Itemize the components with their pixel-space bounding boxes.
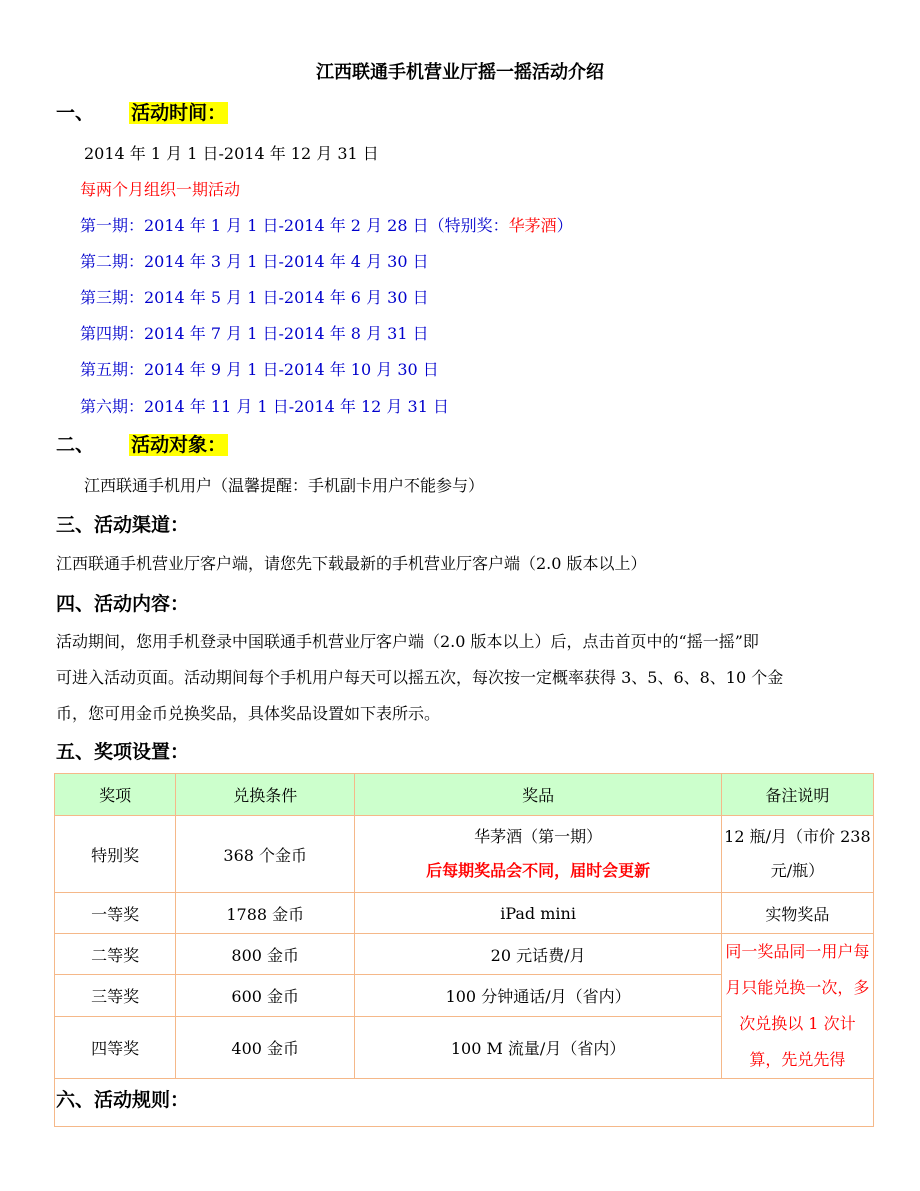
header-remark: 备注说明 [721,774,873,816]
award-name: 特别奖 [55,816,176,893]
period-6: 第六期：2014 年 11 月 1 日-2014 年 12 月 31 日 [80,397,449,416]
section-1-number: 一、 [56,102,95,124]
period-1-prize: 华茅酒 [508,216,557,235]
table-row [55,893,874,934]
section-2-label: 活动对象： [131,434,227,456]
award-cost: 400 金币 [176,1016,355,1078]
period-1-end: ） [556,216,573,235]
table-row [55,816,874,893]
period-3: 第三期：2014 年 5 月 1 日-2014 年 6 月 30 日 [80,288,429,307]
section-4-heading: 四、活动内容： [56,593,190,615]
award-name: 四等奖 [55,1016,176,1078]
channel-text: 江西联通手机营业厅客户端，请您先下载最新的手机营业厅客户端（2.0 版本以上） [56,554,647,573]
section-2-number: 二、 [56,434,95,456]
period-1 [80,213,573,236]
award-prize: 100 M 流量/月（省内） [355,1016,721,1078]
time-note: 每两个月组织一期活动 [80,180,241,199]
award-cost: 368 个金币 [176,816,355,893]
award-name: 三等奖 [55,975,176,1016]
award-cost: 800 金币 [176,934,355,975]
award-prize-note: 后每期奖品会不同，届时会更新 [426,861,651,880]
period-4: 第四期：2014 年 7 月 1 日-2014 年 8 月 31 日 [80,324,429,343]
section-1-heading [56,98,228,125]
content-line-1: 活动期间，您用手机登录中国联通手机营业厅客户端（2.0 版本以上）后，点击首页中的“摇一摇”即 [56,632,759,651]
header-award: 奖项 [55,774,176,816]
target-text: 江西联通手机用户（温馨提醒：手机副卡用户不能参与） [84,476,485,495]
page-title: 江西联通手机营业厅摇一摇活动介绍 [316,62,604,83]
section-5-heading: 五、奖项设置： [56,741,190,763]
section-2-heading [56,430,228,457]
section-3-heading: 三、活动渠道： [56,514,190,536]
award-remark: 实物奖品 [721,893,873,934]
table-row [55,934,874,975]
period-1-text: 第一期：2014 年 1 月 1 日-2014 年 2 月 28 日（特别奖： [80,216,509,235]
award-cost: 1788 金币 [176,893,355,934]
awards-table [54,773,874,1079]
header-prize: 奖品 [355,774,721,816]
period-5: 第五期：2014 年 9 月 1 日-2014 年 10 月 30 日 [80,360,439,379]
section-6-heading: 六、活动规则： [56,1089,190,1111]
shared-remark: 同一奖品同一用户每月只能兑换一次，多次兑换以 1 次计算，先兑先得 [721,934,873,1079]
section-1-label: 活动时间： [131,102,227,124]
award-prize: iPad mini [355,893,721,934]
content-line-3: 币，您可用金币兑换奖品，具体奖品设置如下表所示。 [56,704,441,723]
award-name: 一等奖 [55,893,176,934]
award-prize: 华茅酒（第一期） [474,827,603,846]
award-remark: 12 瓶/月（市价 238 元/瓶） [721,816,873,893]
award-name: 二等奖 [55,934,176,975]
content-line-2: 可进入活动页面。活动期间每个手机用户每天可以摇五次，每次按一定概率获得 3、5、6、8、10 个金 [56,668,784,687]
award-cost: 600 金币 [176,975,355,1016]
header-cost: 兑换条件 [176,774,355,816]
award-prize-cell [355,816,721,893]
time-range: 2014 年 1 月 1 日-2014 年 12 月 31 日 [84,144,379,163]
period-2: 第二期：2014 年 3 月 1 日-2014 年 4 月 30 日 [80,252,429,271]
award-prize: 100 分钟通话/月（省内） [355,975,721,1016]
awards-header-row [55,774,874,816]
award-prize: 20 元话费/月 [355,934,721,975]
